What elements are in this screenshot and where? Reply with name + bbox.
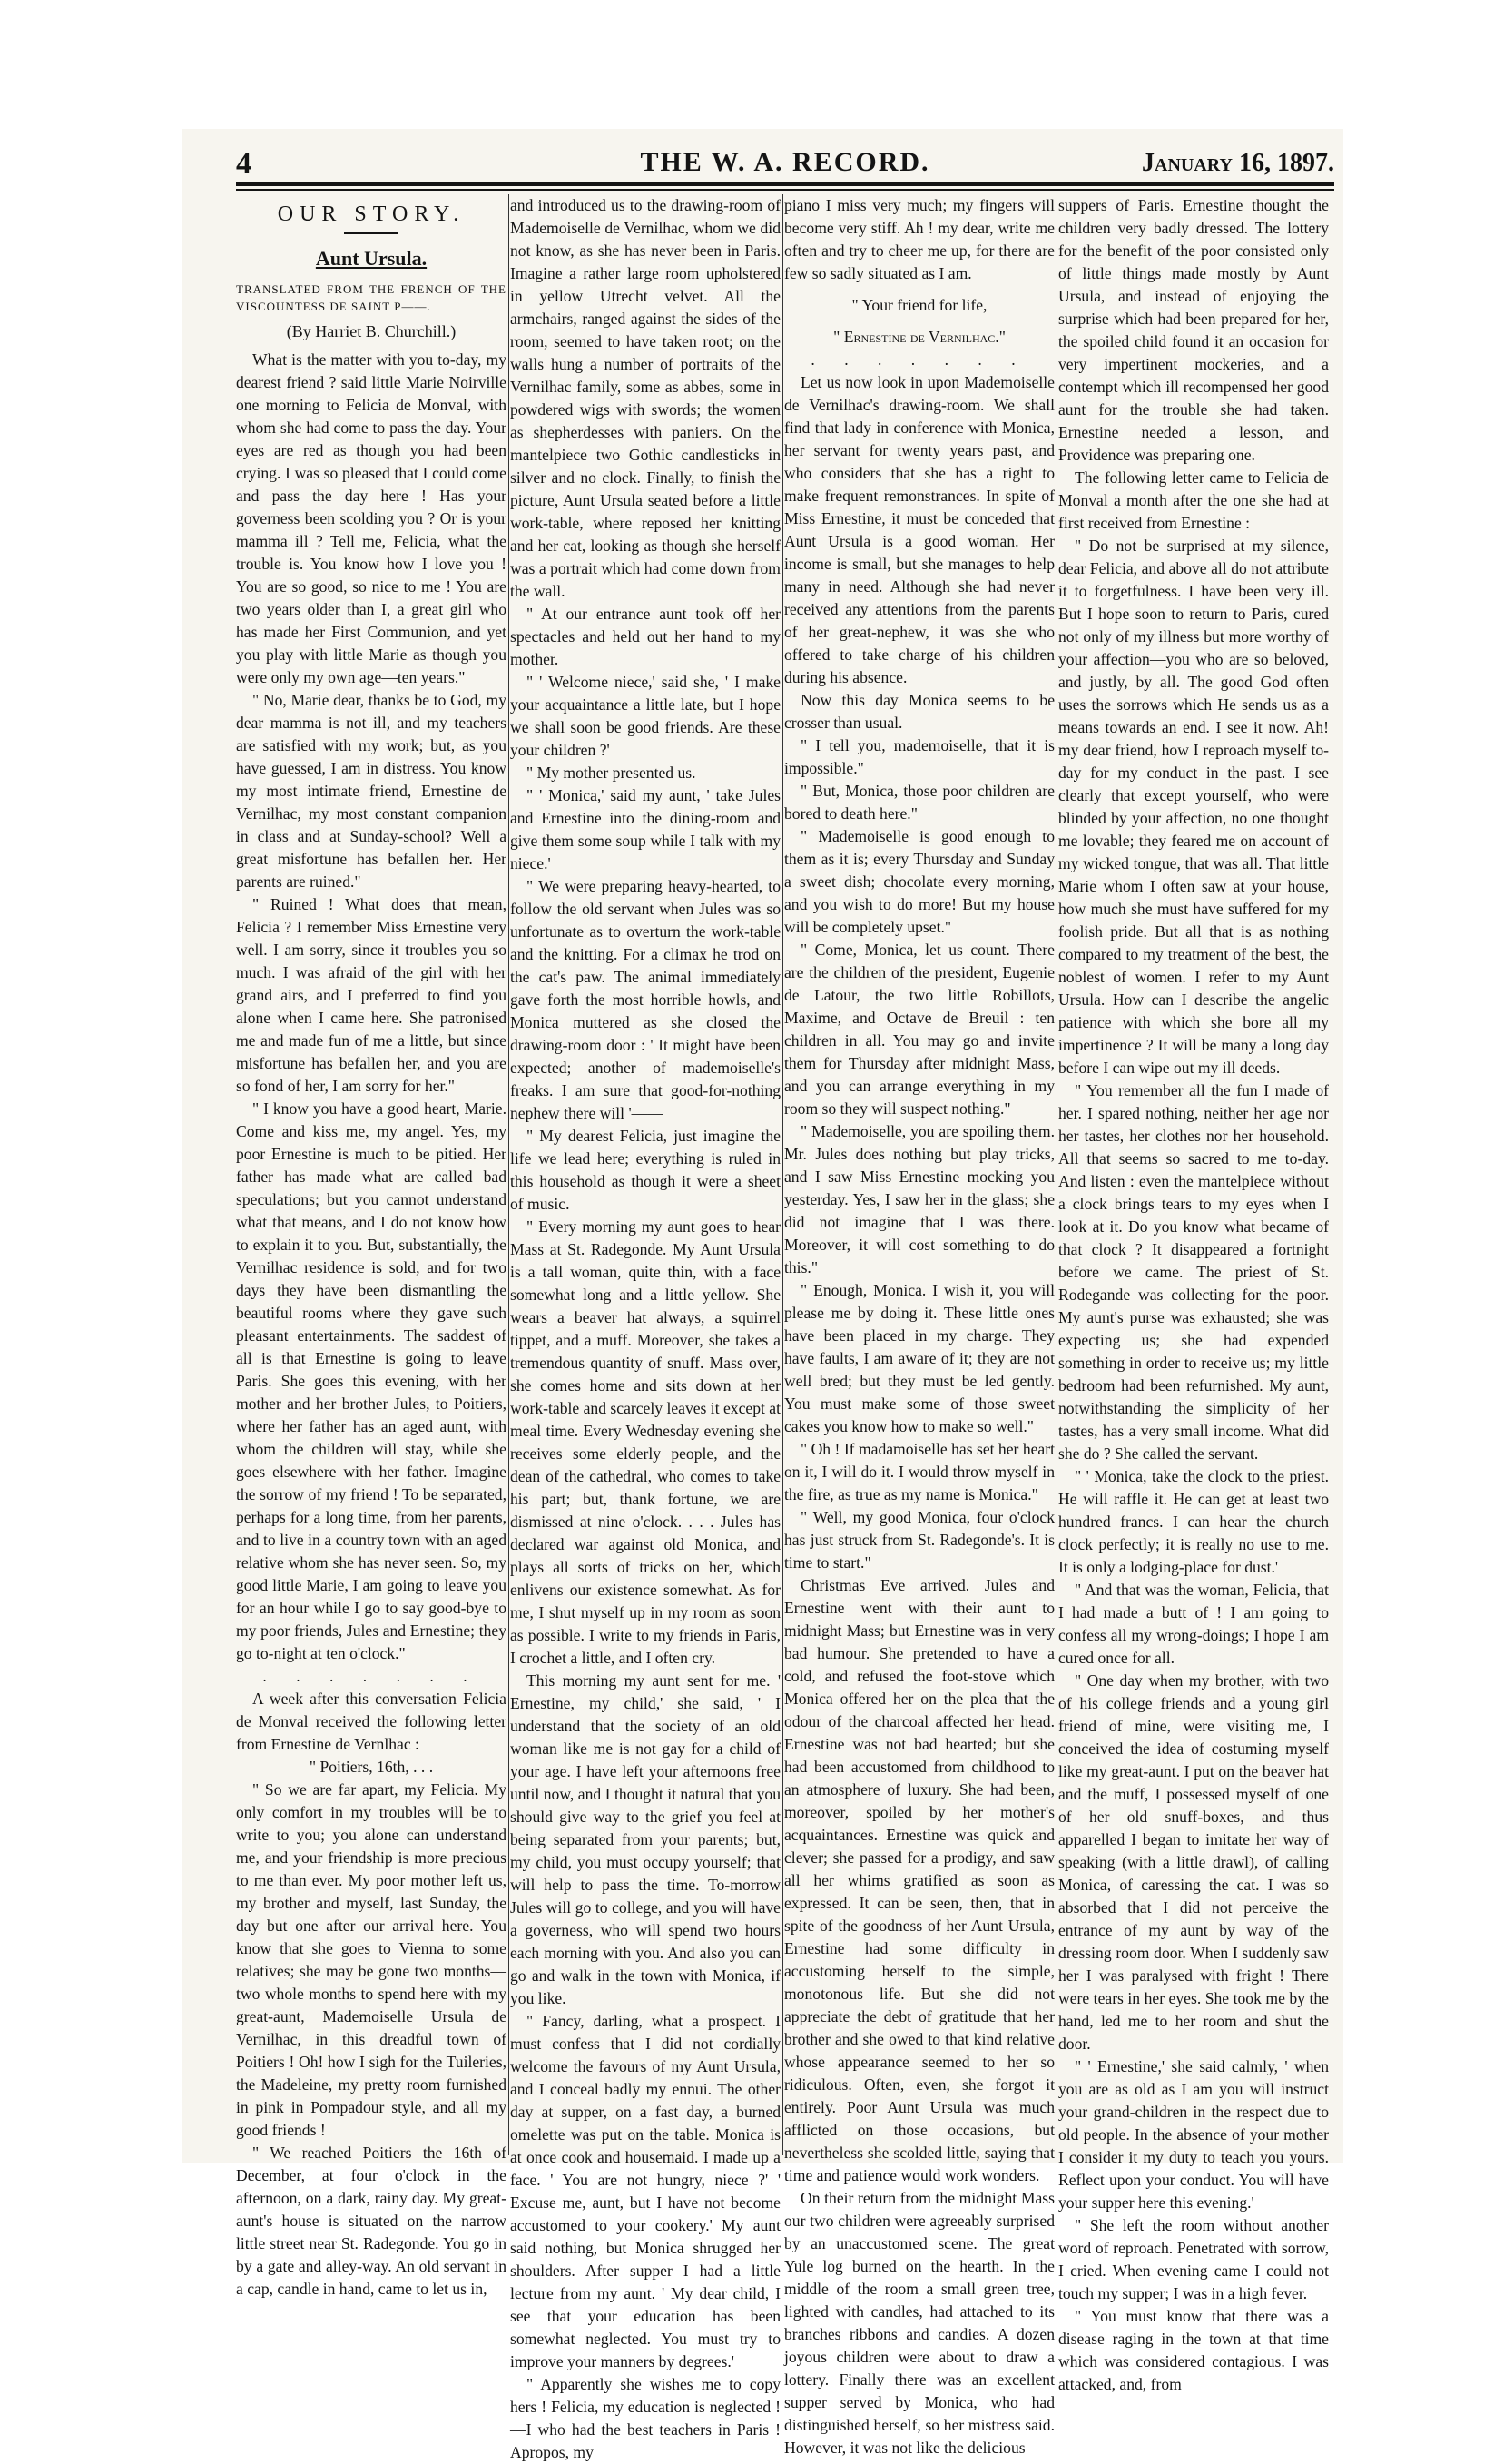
paragraph: " You must know that there was a disease raging in the town at that time which was considered contagious. I was attacked, and, from: [1058, 2307, 1329, 2393]
story-title: Aunt Ursula.: [315, 247, 428, 270]
newspaper-title: THE W. A. RECORD.: [640, 147, 930, 177]
byline: (By Harriet B. Churchill.): [286, 322, 457, 340]
paragraph: This morning my aunt sent for me. ' Ernestine, my child,' she said, ' I understand that the society of an old woman like me is not gay for a child of your age. I have left your afternoons free until now, and I thought it natural that you should give way to the grief you feel at being separated from your parents; but, my child, you must occupy yourself; that will help to pass the time. To-morrow Jules will go to college, and you will have a governess, who will spend two hours each morning with you. And also you can go and walk in the town with Monica, if you like.: [510, 1671, 781, 2007]
paragraph: " At our entrance aunt took off her spectacles and held out her hand to my mother.: [510, 605, 781, 668]
paragraph: Let us now look in upon Mademoiselle de Vernilhac's drawing-room. We shall find that lady in conference with Monica, her servant for twenty years past, and who considers that she has a right to make frequent remonstrances. In spite of Miss Ernestine, it must be conceded that Aunt Ursula is a good woman. Her income is small, but she manages to help many in need. Although she had never received any attentions from the parents of her great-nephew, it was she who offered to take charge of his children during his absence.: [784, 373, 1055, 686]
paragraph: On their return from the midnight Mass our two children were agreeably surprised by an unaccustomed scene. The great Yule log burned on the hearth. In the middle of the room a small green tree, lighted with candles, had attached to its branches ribbons and candies. A dozen joyous children were about to draw a lottery. Finally there was an excellent supper served by Monica, who had distinguished herself, so her mistress said. However, it was not like the delicious: [784, 2189, 1055, 2457]
paragraph: " We were preparing heavy-hearted, to follow the old servant when Jules was so unfortunate as to overturn the work-table and the knitting. For a climax he trod on the cat's paw. The animal immediately gave forth the most horrible howls, and Monica muttered as she closed the drawing-room door : ' It might have been expected; another of mademoiselle's freaks. I am sure that good-for-nothing nephew there will '——: [510, 877, 781, 1122]
paragraph: " My dearest Felicia, just imagine the life we lead here; everything is ruled in this household as though it were a sheet of music.: [510, 1127, 781, 1213]
paragraph: " No, Marie dear, thanks be to God, my dear mamma is not ill, and my teachers are satisfied with my work; but, as you have guessed, I am in distress. You know my most intimate friend, Ernestine de Vernilhac, my most constant companion in class and at Sunday-school? Well a great misfortune has befallen her. Her parents are ruined.": [236, 691, 506, 891]
page-number: 4: [236, 147, 251, 181]
paragraph: " ' Monica,' said my aunt, ' take Jules and Ernestine into the dining-room and give them some soup while I talk with my niece.': [510, 786, 781, 872]
paragraph: and introduced us to the drawing-room of Mademoiselle de Vernilhac, whom we did not know, as she has never been in Paris. Imagine a rather large room upholstered in yellow Utrecht velvet. All the armchairs, ranged against the sides of the room, seemed to have taken root; on the walls hung a number of portraits of the Vernilhac family, some as abbes, some in powdered wigs with swords; the women as shepherdesses with paniers. On the mantelpiece two Gothic candlesticks in silver and no clock. Finally, to finish the picture, Aunt Ursula seated before a little work-table, where reposed her knitting and her cat, looking as though she herself was a portrait which had come down from the wall.: [510, 196, 781, 600]
column-3: [784, 194, 1055, 2457]
letter-closing: " Your friend for life,: [851, 296, 988, 314]
section-title: OUR STORY.: [277, 202, 466, 226]
letter-dateline: " Poitiers, 16th, . . .: [309, 1758, 434, 1776]
letter-signature: " Ernestine de Vernilhac.": [833, 328, 1006, 346]
paragraph: " Do not be surprised at my silence, dear Felicia, and above all do not attribute it to forgetfulness. I have been very ill. But I hope soon to return to Paris, cured not only of my illness but more worthy of your affection—you who are so beloved, and justly, by all. The good God often uses the sorrows which He sends us as a means towards an end. I see it now. Ah! my dear friend, how I reproach myself to-day for my conduct in the past. I see clearly that except yourself, who were blinded by your affection, no one thought me lovable; they feared me on account of my wicked tongue, that was all. That little Marie whom I often saw at your house, how much she must have suffered for my foolish pride. But all that is as nothing compared to my treatment of the best, the noblest of women. I refer to my Aunt Ursula. How can I describe the angelic patience with which she bore all my impertinence ? It will be many a long day before I can wipe out my ill deeds.: [1058, 537, 1329, 1077]
paragraph: " Oh ! If madamoiselle has set her heart on it, I will do it. I would throw myself in the fire, as true as my name is Monica.": [784, 1440, 1055, 1503]
column-1: [236, 194, 506, 2298]
column-4: [1058, 194, 1329, 2393]
paragraph: " Apparently she wishes me to copy hers ! Felicia, my education is neglected !—I who had the best teachers in Paris ! Apropos, my: [510, 2375, 781, 2461]
issue-date: January 16, 1897.: [1142, 149, 1334, 177]
section-break-dots: . . . . . . .: [811, 350, 1028, 369]
paragraph: " Come, Monica, let us count. There are the children of the president, Eugenie de Latour, the two little Robillots, Maxime, and Octave de Breuil : ten children in all. You may go and invite them for Thursday after midnight Mass, and you can arrange everything in my room so they will suspect nothing.": [784, 941, 1055, 1118]
paragraph: " ' Ernestine,' she said calmly, ' when you are as old as I am you will instruct your grand-children in the respect due to old people. In the absence of your mother I consider it my duty to teach you yours. Reflect upon your conduct. You will have your supper here this evening.': [1058, 2057, 1329, 2212]
paragraph: " I tell you, mademoiselle, that it is impossible.": [784, 736, 1055, 777]
header-rule-thin: [236, 189, 1334, 191]
paragraph: " We reached Poitiers the 16th of December, at four o'clock in the afternoon, on a dark, rainy day. My great-aunt's house is situated on the narrow little street near St. Radegonde. You go in by a gate and alley-way. An old servant in a cap, candle in hand, came to let us in,: [236, 2144, 506, 2298]
paragraph: " Mademoiselle is good enough to them as it is; every Thursday and Sunday a sweet dish; chocolate every morning, and you wish to do more! But my house will be completely upset.": [784, 827, 1055, 936]
paragraph: What is the matter with you to-day, my dearest friend ? said little Marie Noirville one morning to Felicia de Monval, with whom she had come to pass the day. Your eyes are red as though you had been crying. I was so pleased that I could come and pass the day here ! Has your governess been scolding you ? Or is your mamma ill ? Tell me, Felicia, what the trouble is. You know how I love you ! You are so good, so nice to me ! You are two years older than I, a great girl who has made her First Communion, and yet you play with little Marie as though you were only my own age—ten years.": [236, 350, 506, 686]
paragraph: Now this day Monica seems to be crosser than usual.: [784, 691, 1055, 732]
column-divider: [782, 194, 783, 2155]
paragraph: suppers of Paris. Ernestine thought the children very badly dressed. The lottery for the benefit of the poor consisted only of little things made mostly by Aunt Ursula, and instead of enjoying the surprise which had been prepared for her, the spoiled child found it an occasion for very impertinent mockeries, and a contempt which ill recompensed her good aunt for the trouble she had taken. Ernestine needed a lesson, and Providence was preparing one.: [1058, 196, 1329, 464]
title-ornament-rule: [344, 232, 398, 234]
section-break-dots: . . . . . . .: [262, 1667, 480, 1685]
paragraph: " One day when my brother, with two of his college friends and a young girl friend of mine, were visiting me, I conceived the idea of costuming myself like my great-aunt. I put on the beaver hat and the muff, I possessed myself of one of her old snuff-boxes, and thus apparelled I began to imitate her way of speaking (with a little drawl), of calling Monica, of caressing the cat. I was so absorbed that I did not perceive the entrance of my aunt by way of the dressing room door. When I suddenly saw her I was paralysed with fright ! There were tears in her eyes. She took me by the hand, led me to her room and shut the door.: [1058, 1671, 1329, 2053]
paragraph: " ' Welcome niece,' said she, ' I make your acquaintance a little late, but I hope we shall soon be good friends. Are these your children ?': [510, 673, 781, 759]
paragraph: " Well, my good Monica, four o'clock has just struck from St. Radegonde's. It is time to start.": [784, 1508, 1055, 1572]
newspaper-page: [182, 129, 1343, 2461]
paragraph: " You remember all the fun I made of her. I spared nothing, neither her age nor her tastes, her clothes nor her household. All that seems so sacred to me to-day. And listen : even the mantelpiece without a clock brings tears to my eyes when I look at it. Do you know what became of that clock ? It disappeared a fortnight before we came. The priest of St. Rodegande was collecting for the poor. My aunt's purse was exhausted; she was expecting us; she had expended something in order to receive us; my little bedroom had been refurnished. My aunt, notwithstanding the simplicity of her tastes, has a very small income. What did she do ? She called the servant.: [1058, 1081, 1329, 1463]
paragraph: " And that was the woman, Felicia, that I had made a butt of ! I am going to confess all my wrong-doings; I hope I am cured once for all.: [1058, 1581, 1329, 1667]
paragraph: " I know you have a good heart, Marie. Come and kiss me, my angel. Yes, my poor Ernestine is much to be pitied. Her father has made what are called bad speculations; but you cannot understand what that means, and I do not know how to explain it to you. But, substantially, the Vernilhac residence is sold, and for two days they have been dismantling the beautiful rooms where they gave such pleasant entertainments. The saddest of all is that Ernestine is going to leave Paris. She goes this evening, with her mother and her brother Jules, to Poitiers, where her father has an aged aunt, with whom the children will stay, while she goes elsewhere with her father. Imagine the sorrow of my friend ! To be separated, perhaps for a long time, from her parents, and to live in a country town with an aged relative whom she has never seen. So, my good little Marie, I am going to leave you for an hour while I go to say good-bye to my poor friends, Jules and Ernestine; they go to-night at ten o'clock.": [236, 1099, 506, 1662]
paragraph: The following letter came to Felicia de Monval a month after the one she had at first received from Ernestine :: [1058, 468, 1329, 532]
paragraph: " Ruined ! What does that mean, Felicia ? I remember Miss Ernestine very well. I am sorry, since it troubles you so much. I was afraid of the girl with her grand airs, and I preferred to find you alone when I came here. She patronised me and made fun of me a little, but since misfortune has befallen her, and you are so fond of her, I am sorry for her.": [236, 895, 506, 1095]
header-rule-thick: [236, 182, 1334, 186]
paragraph: " My mother presented us.: [526, 764, 696, 782]
paragraph: " She left the room without another word of reproach. Penetrated with sorrow, I cried. When evening came I could not touch my supper; I was in a high fever.: [1058, 2216, 1329, 2302]
page-header: [236, 140, 1334, 185]
paragraph: " ' Monica, take the clock to the priest. He will raffle it. He can get at least two hundred francs. I can hear the church clock perfectly; it is really no use to me. It is only a lodging-place for dust.': [1058, 1467, 1329, 1576]
paragraph: Christmas Eve arrived. Jules and Ernestine went with their aunt to midnight Mass; but Ernestine was in very bad humour. She pretended to have a cold, and refused the foot-stove which Monica offered her on the plea that the odour of the charcoal affected her head. Ernestine was not bad hearted; but she had been accustomed from childhood to an atmosphere of luxury. She had been, moreover, spoiled by her mother's acquaintances. Ernestine was quick and clever; she passed for a prodigy, and saw all her whims gratified as soon as expressed. It can be seen, then, that in spite of the goodness of her Aunt Ursula, Ernestine had some difficulty in accustoming herself to the simple, monotonous life. But she did not appreciate the debt of gratitude that her brother and she owed to that kind relative whose appearance seemed to her so ridiculous. Often, even, she forgot it entirely. Poor Aunt Ursula was much afflicted on those occasions, but nevertheless she scolded little, saying that time and patience would work wonders.: [784, 1576, 1055, 2184]
paragraph: piano I miss very much; my fingers will become very stiff. Ah ! my dear, write me often and try to cheer me up, for there are few so sadly situated as I am.: [784, 196, 1055, 282]
paragraph: " Enough, Monica. I wish it, you will please me by doing it. These little ones have been placed in my charge. They have faults, I am aware of it; they are not well bred; but they must be led gently. You must make some of those sweet cakes you know how to make so well.": [784, 1281, 1055, 1435]
paragraph: A week after this conversation Felicia de Monval received the following letter from Ernestine de Vernlhac :: [236, 1690, 506, 1753]
paragraph: " Mademoiselle, you are spoiling them. Mr. Jules does nothing but play tricks, and I saw Miss Ernestine mocking you yesterday. Yes, I saw her in the glass; she did not imagine that I was there. Moreover, it will cost something to do this.": [784, 1122, 1055, 1276]
paragraph: " Every morning my aunt goes to hear Mass at St. Radegonde. My Aunt Ursula is a tall woman, quite thin, with a face somewhat long and a little yellow. She wears a beaver hat always, a squirrel tippet, and a muff. Moreover, she takes a tremendous quantity of snuff. Mass over, she comes home and sits down at her work-table and scarcely leaves it except at meal time. Every Wednesday evening she receives some elderly people, and the dean of the cathedral, who comes to take his part; but, thank fortune, we are dismissed at nine o'clock. . . . Jules has declared war against old Monica, and plays all sorts of tricks on her, which enlivens our existence somewhat. As for me, I shut myself up in my room as soon as possible. I write to my friends in Paris, I crochet a little, and I often cry.: [510, 1217, 781, 1667]
column-2: [510, 194, 781, 2461]
paragraph: " Fancy, darling, what a prospect. I must confess that I did not cordially welcome the favours of my Aunt Ursula, and I conceal badly my ennui. The other day at supper, on a fast day, a burned omelette was put on the table. Monica is at once cook and housemaid. I made up a face. ' You are not hungry, niece ?' ' Excuse me, aunt, but I have not become accustomed to your cookery.' My aunt said nothing, but Monica shrugged her shoulders. After supper I had a little lecture from my aunt. ' My dear child, I see that your education has been somewhat neglected. You must try to improve your manners by degrees.': [510, 2012, 781, 2370]
column-divider: [508, 194, 509, 2155]
translation-credit: TRANSLATED FROM THE FRENCH OF THE VISCOUNTESS DE SAINT P——.: [236, 282, 506, 313]
paragraph: " But, Monica, those poor children are bored to death here.": [784, 782, 1055, 823]
paragraph: " So we are far apart, my Felicia. My only comfort in my troubles will be to write to you; you alone can understand me, and your friendship is more precious to me than ever. My poor mother left us, my brother and myself, last Sunday, the day but one after our arrival here. You know that she goes to Vienna to some relatives; she may be gone two months—two whole months to spend here with my great-aunt, Mademoiselle Ursula de Vernilhac, in this dreadful town of Poitiers ! Oh! how I sigh for the Tuileries, the Madeleine, my pretty room furnished in pink in Pompadour style, and all my good friends !: [236, 1780, 506, 2139]
